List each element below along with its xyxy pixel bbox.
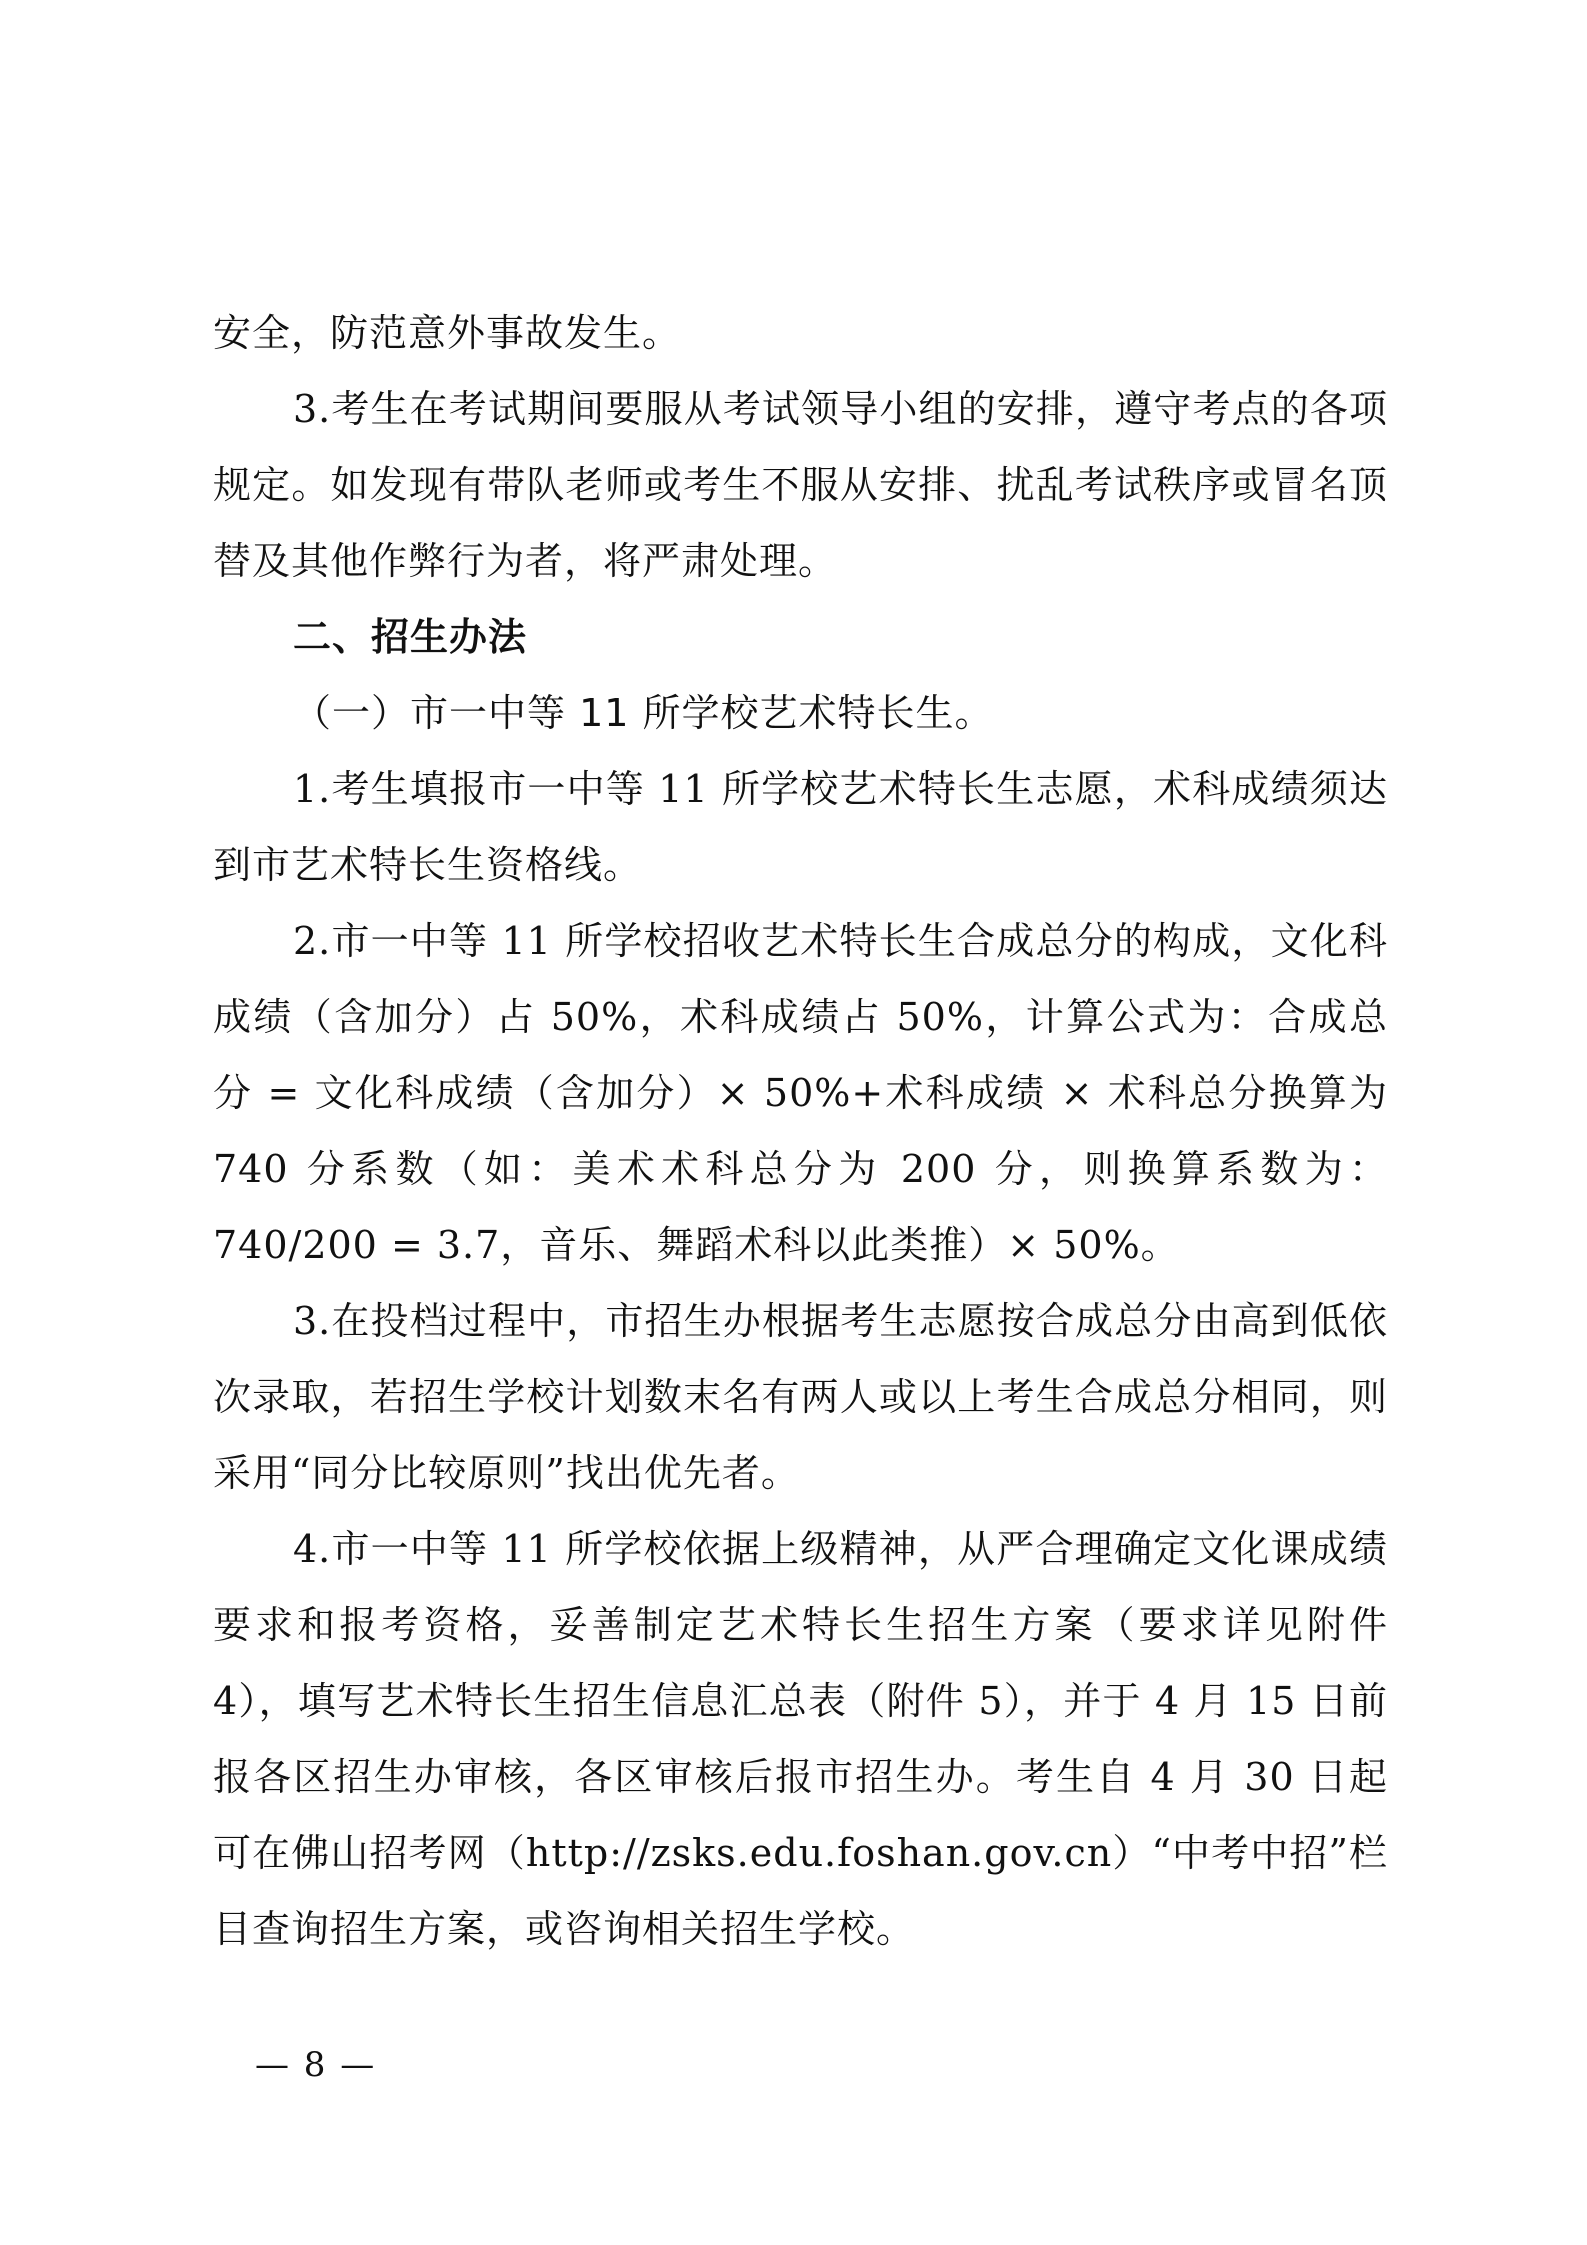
document-body (213, 295, 1388, 1967)
section-heading-enrollment-methods: 二、招生办法 (293, 615, 528, 659)
paragraph-item-4: 4.市一中等 11 所学校依据上级精神，从严合理确定文化课成绩要求和报考资格，妥善制定艺术特长生招生方案（要求详见附件 4），填写艺术特长生招生信息汇总表（附件 5），并于 4 月 15 日前报各区招生办审核，各区审核后报市招生办。考生自 4 月 30 日起可在佛山招考网（http://zsks.edu.foshan.gov.cn）“中考中招”栏目查询招生方案，或咨询相关招生学校。 (213, 1527, 1388, 1951)
subsection-heading-art-students: （一）市一中等 11 所学校艺术特长生。 (293, 691, 994, 735)
paragraph-item-2: 2.市一中等 11 所学校招收艺术特长生合成总分的构成，文化科成绩（含加分）占 50%，术科成绩占 50%，计算公式为：合成总分 = 文化科成绩（含加分）× 50%+术科成绩 × 术科总分换算为 740 分系数（如：美术术科总分为 200 分，则换算系数为：740/200 = 3.7，音乐、舞蹈术科以此类推）× 50%。 (213, 919, 1388, 1267)
paragraph-continuation: 安全，防范意外事故发生。 (213, 311, 682, 355)
paragraph-item-3: 3.在投档过程中，市招生办根据考生志愿按合成总分由高到低依次录取，若招生学校计划数末名有两人或以上考生合成总分相同，则采用“同分比较原则”找出优先者。 (213, 1299, 1388, 1495)
page-number: — 8 — (255, 2045, 377, 2085)
paragraph-item-1: 1.考生填报市一中等 11 所学校艺术特长生志愿，术科成绩须达到市艺术特长生资格线。 (213, 767, 1388, 887)
paragraph-rule-3: 3.考生在考试期间要服从考试领导小组的安排，遵守考点的各项规定。如发现有带队老师或考生不服从安排、扰乱考试秩序或冒名顶替及其他作弊行为者，将严肃处理。 (213, 387, 1388, 583)
